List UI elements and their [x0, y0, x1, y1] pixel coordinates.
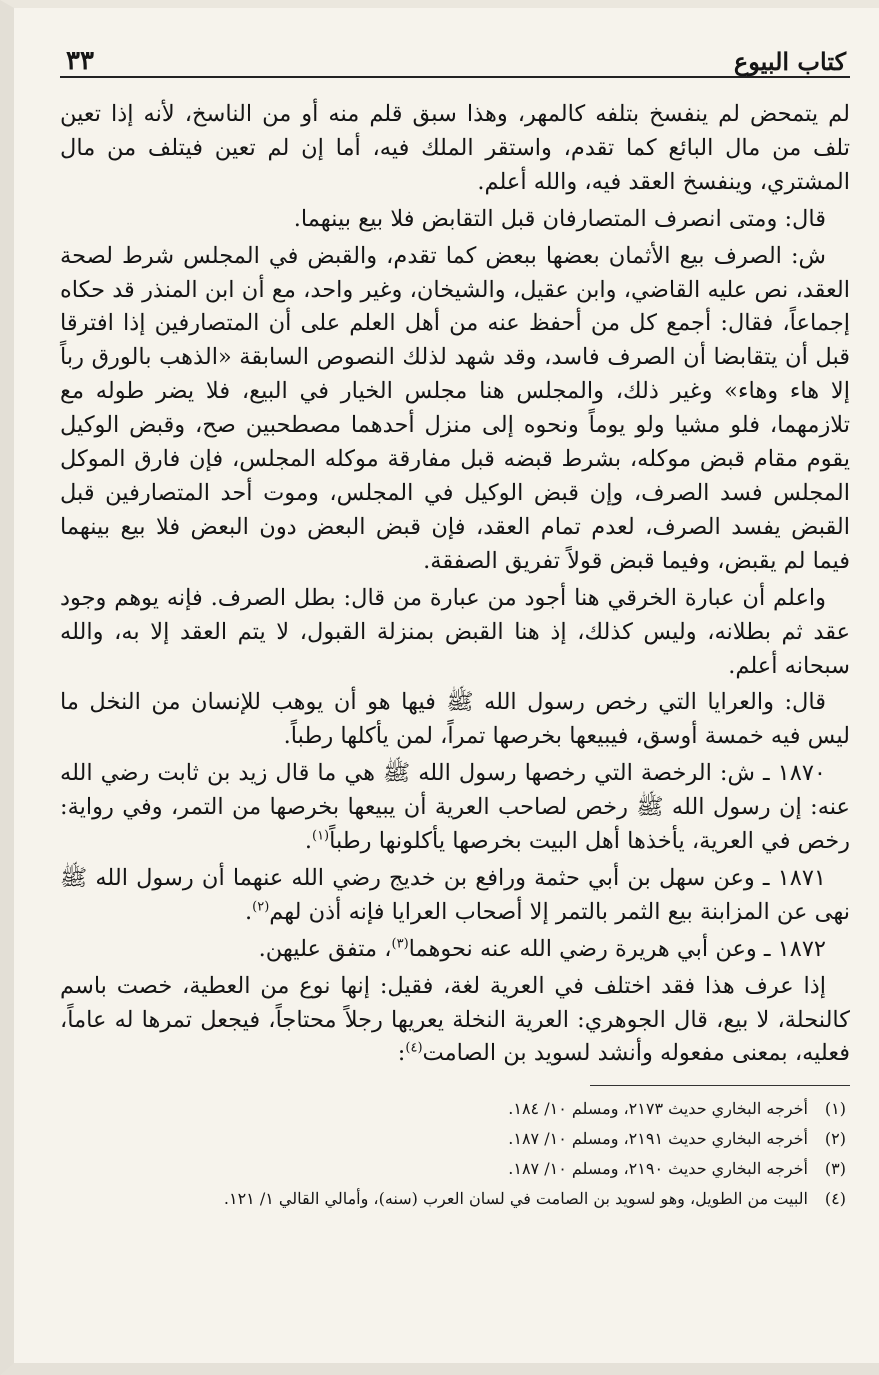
footnote-text: البيت من الطويل، وهو لسويد بن الصامت في لسان العرب (سنه)، وأمالي القالي ١/ ١٢١.	[223, 1189, 808, 1209]
paragraph: قال: والعرايا التي رخص رسول الله ﷺ فيها هو أن يوهب للإنسان من النخل ما ليس فيه خمسة أوسق، فيبيعها بخرصها تمراً، لمن يأكلها رطباً.	[60, 689, 850, 750]
hadith-paragraph: ١٨٧٠ ـ ش: الرخصة التي رخصها رسول الله ﷺ هي ما قال زيد بن ثابت رضي الله عنه: إن رسول الله ﷺ رخص لصاحب العرية أن يبيعها بخرصها من التمر، وفي رواية: رخص في العرية، يأخذها أهل البيت بخرصها يأكلونها رطباً$^{(١)}$.	[60, 760, 850, 855]
footnote	[60, 1154, 850, 1184]
page-number: ٣٣	[66, 46, 94, 76]
footnote-ref: (٣)	[391, 936, 409, 952]
footnote-ref: (٤)	[405, 1040, 423, 1056]
footnote-ref: (٢)	[252, 899, 270, 915]
footnote-ref: (١)	[311, 828, 330, 844]
paragraph: واعلم أن عبارة الخرقي هنا أجود من عبارة من قال: بطل الصرف. فإنه يوهم وجود عقد ثم بطلانه، وليس كذلك، إذ هنا القبض بمنزلة القبول، لا يتم العقد إلا به، والله سبحانه أعلم.	[60, 584, 850, 679]
footnote-text: أخرجه البخاري حديث ٢١٩٠، ومسلم ١٠/ ١٨٧.	[508, 1159, 808, 1179]
footnote-number: (٣)	[824, 1159, 846, 1179]
footnote	[60, 1184, 850, 1214]
footnote-number: (١)	[824, 1099, 846, 1119]
paragraph: إذا عرف هذا فقد اختلف في العرية لغة، فقيل: إنها نوع من العطية، خصت باسم كالنحلة، لا بيع، قال الجوهري: العرية النخلة يعريها رجلاً محتاجاً، فيجعل تمرها له عاماً، فعليه، بمعنى مفعوله وأنشد لسويد بن الصامت$^{(٤)}$:	[60, 972, 850, 1067]
footnote-text: أخرجه البخاري حديث ٢١٩١، ومسلم ١٠/ ١٨٧.	[508, 1129, 808, 1149]
paragraph: ش: الصرف بيع الأثمان بعضها ببعض كما تقدم، والقبض في المجلس شرط لصحة العقد، نص عليه القاضي، وابن عقيل، والشيخان، وغير واحد، مع أن ابن المنذر قد حكاه إجماعاً، فقال: أجمع كل من أحفظ عنه من أهل العلم على أن المتصارفين إذا افترقا قبل أن يتقابضا أن الصرف فاسد، وقد شهد لذلك النصوص السابقة «الذهب بالورق رباً إلا هاء وهاء» وغير ذلك، والمجلس هنا مجلس الخيار في البيع، فلا يضر طوله مع تلازمهما، فلو مشيا ولو يوماً ونحوه إلى منزل أحدهما مصطحبين صح، وقبض الوكيل يقوم مقام قبض موكله، بشرط قبضه قبل مفارقة موكله المجلس، فإن فارق الموكل المجلس فسد الصرف، وإن قبض الوكيل في المجلس، وموت أحد المتصارفين قبل القبض يفسد الصرف، لعدم تمام العقد، فإن قبض البعض دون البعض فلا بيع بينهما فيما لم يقبض، وفيما قبض قولاً تفريق الصفقة.	[60, 242, 850, 574]
footnote-text: أخرجه البخاري حديث ٢١٧٣، ومسلم ١٠/ ١٨٤.	[508, 1099, 808, 1119]
main-text	[60, 98, 850, 1071]
footnote	[60, 1124, 850, 1154]
hadith-paragraph: ١٨٧٢ ـ وعن أبي هريرة رضي الله عنه نحوهما$^{(٣)}$، متفق عليهن.	[258, 935, 826, 962]
footnotes	[60, 1094, 850, 1214]
paragraph: قال: ومتى انصرف المتصارفان قبل التقابض فلا بيع بينهما.	[293, 205, 826, 232]
running-title: كتاب البيوع	[733, 47, 846, 76]
footnote-number: (٤)	[824, 1189, 846, 1209]
hadith-paragraph: ١٨٧١ ـ وعن سهل بن أبي حثمة ورافع بن خديج رضي الله عنهما أن رسول الله ﷺ نهى عن المزابنة بيع الثمر بالتمر إلا أصحاب العرايا فإنه أذن لهم$^{(٢)}$.	[60, 864, 850, 925]
paragraph: لم يتمحض لم ينفسخ بتلفه كالمهر، وهذا سبق قلم منه أو من الناسخ، لأنه إذا تعين تلف من مال البائع كما تقدم، واستقر الملك فيه، أما إن لم تعين فيتلف من مال المشتري، وينفسخ العقد فيه، والله أعلم.	[60, 101, 850, 195]
footnote-divider	[590, 1085, 850, 1086]
page-header	[60, 28, 850, 78]
footnote-number: (٢)	[824, 1129, 846, 1149]
book-page	[60, 28, 850, 1214]
footnote	[60, 1094, 850, 1124]
